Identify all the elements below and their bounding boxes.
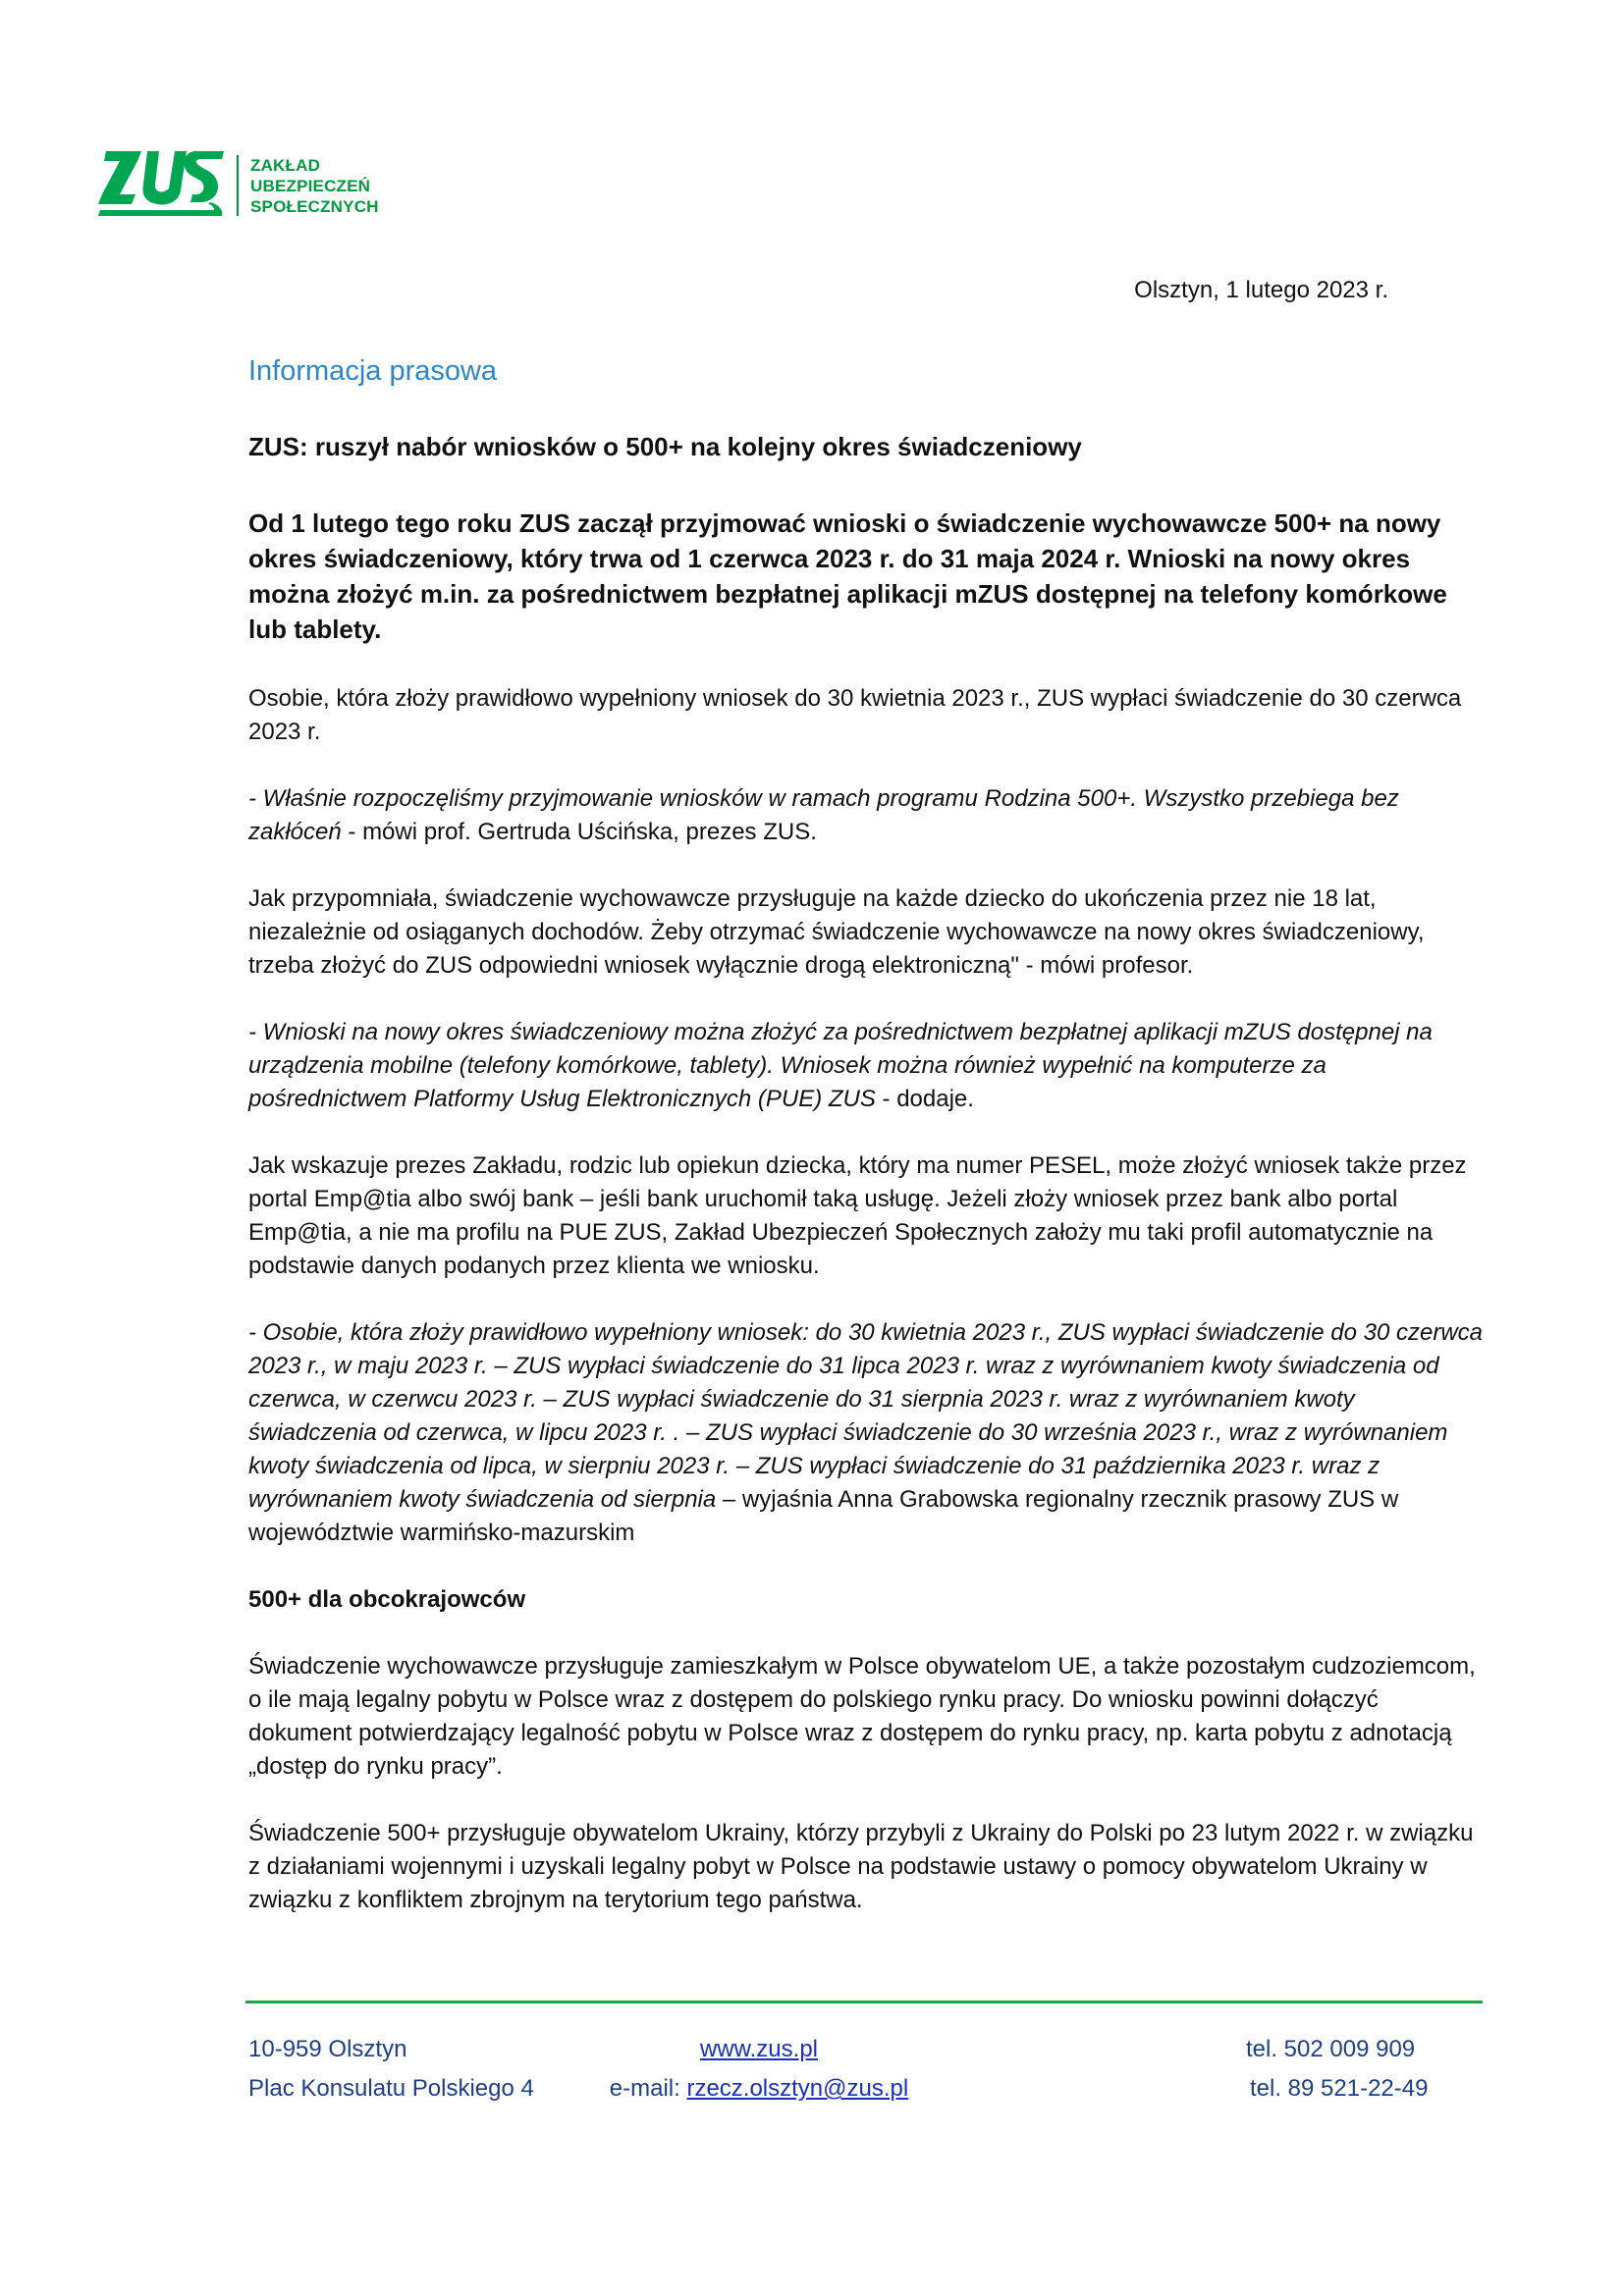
quote-text: - Osobie, która złoży prawidłowo wypełniony wniosek: do 30 kwietnia 2023 r., ZUS wypłaci świadczenie do 30 czerwca 2023 r., w maju 2023 r. – ZUS wypłaci świadczenie do 31 lipca 2023 r. wraz z wyrównaniem kwoty świadczenia od czerwca, w czerwcu 2023 r. – ZUS wypłaci świadczenie do 31 sierpnia 2023 r. wraz z wyrównaniem kwoty świadczenia od czerwca, w lipcu 2023 r. . – ZUS wypłaci świadczenie do 30 września 2023 r., wraz z wyrównaniem kwoty świadczenia od lipca, w sierpniu 2023 r. – ZUS wypłaci świadczenie do 31 października 2023 r. wraz z wyrównaniem kwoty świadczenia od sierpnia [248,1319,1484,1513]
quote-text: - Właśnie rozpoczęliśmy przyjmowanie wniosków w ramach programu Rodzina 500+. Wszystko przebiega bez zakłóceń [248,785,1399,845]
email-link[interactable]: rzecz.olsztyn@zus.pl [686,2075,909,2102]
quote-paragraph [248,1016,1486,1116]
logo-name-line: SPOŁECZNYCH [250,197,379,216]
website-link[interactable]: www.zus.pl [699,2036,819,2062]
footer-phone: tel. 502 009 909 [1246,2036,1416,2062]
press-release-body [248,506,1486,1950]
document-date: Olsztyn, 1 lutego 2023 r. [1134,277,1388,303]
logo-divider [237,155,239,216]
paragraph: Jak przypomniała, świadczenie wychowawcze przysługuje na każde dziecko do ukończenia przez nie 18 lat, niezależnie od osiąganych dochodów. Żeby otrzymać świadczenie wychowawcze na nowy okres świadczeniowy, trzeba złożyć do ZUS odpowiedni wniosek wyłącznie drogą elektroniczną" - mówi profesor. [248,885,1425,979]
quote-text: - Wnioski na nowy okres świadczeniowy można złożyć za pośrednictwem bezpłatnej aplikacji mZUS dostępnej na urządzenia mobilne (telefony komórkowe, tablety). Wniosek można również wypełnić na komputerze za pośrednictwem Platformy Usług Elektronicznych (PUE) ZUS [248,1019,1433,1112]
footer-divider [245,2001,1483,2003]
quote-paragraph [248,782,1486,849]
press-release-title: ZUS: ruszył nabór wniosków o 500+ na kolejny okres świadczeniowy [248,432,1082,461]
quote-attribution: – wyjaśnia Anna Grabowska regionalny rzecznik prasowy ZUS w województwie warmińsko-mazurskim [248,1486,1399,1546]
zus-logo-mark-icon [98,147,228,222]
lead-paragraph: Od 1 lutego tego roku ZUS zaczął przyjmować wnioski o świadczenie wychowawcze 500+ na nowy okres świadczeniowy, który trwa od 1 czerwca 2023 r. do 31 maja 2024 r. Wnioski na nowy okres można złożyć m.in. za pośrednictwem bezpłatnej aplikacji mZUS dostępnej na telefony komórkowe lub tablety. [248,508,1447,644]
quote-paragraph [248,1316,1486,1550]
footer-address-line: 10-959 Olsztyn [248,2036,407,2062]
quote-attribution: - mówi prof. Gertruda Uścińska, prezes ZUS. [341,819,817,845]
paragraph: Świadczenie 500+ przysługuje obywatelom Ukrainy, którzy przybyli z Ukrainy do Polski po 23 lutym 2022 r. w związku z działaniami wojennymi i uzyskali legalny pobyt w Polsce na podstawie ustawy o pomocy obywatelom Ukrainy w związku z konfliktem zbrojnym na terytorium tego państwa. [248,1820,1474,1913]
paragraph: Osobie, która złoży prawidłowo wypełniony wniosek do 30 kwietnia 2023 r., ZUS wypłaci świadczenie do 30 czerwca 2023 r. [248,685,1462,745]
paragraph: Świadczenie wychowawcze przysługuje zamieszkałym w Polsce obywatelom UE, a także pozostałym cudzoziemcom, o ile mają legalny pobytu w Polsce wraz z dostępem do polskiego rynku pracy. Do wniosku powinni dołączyć dokument potwierdzający legalność pobytu w Polsce wraz z dostępem do rynku pracy, np. karta pobytu z adnotacją „dostęp do rynku pracy”. [248,1653,1476,1780]
footer-web-contact [248,2030,1270,2109]
logo-name-line: UBEZPIECZEŃ [250,177,371,195]
logo-name-line: ZAKŁAD [250,156,321,175]
zus-logo [98,147,412,226]
subheading: 500+ dla obcokrajowców [248,1586,526,1613]
footer-phone: tel. 89 521-22-49 [1250,2075,1429,2102]
paragraph: Jak wskazuje prezes Zakładu, rodzic lub opiekun dziecka, który ma numer PESEL, może złożyć wniosek także przez portal Emp@tia albo swój bank – jeśli bank uruchomił taką usługę. Jeżeli złoży wniosek przez bank albo portal Emp@tia, a nie ma profilu na PUE ZUS, Zakład Ubezpieczeń Społecznych założy mu taki profil automatycznie na podstawie danych podanych przez klienta we wniosku. [248,1152,1467,1279]
footer-address-line: Plac Konsulatu Polskiego 4 [248,2075,534,2102]
section-title: Informacja prasowa [248,355,498,387]
footer-phones [1246,2030,1428,2109]
logo-institution-name [250,155,379,217]
quote-attribution: - dodaje. [875,1086,974,1112]
email-label: e-mail: [609,2075,687,2102]
